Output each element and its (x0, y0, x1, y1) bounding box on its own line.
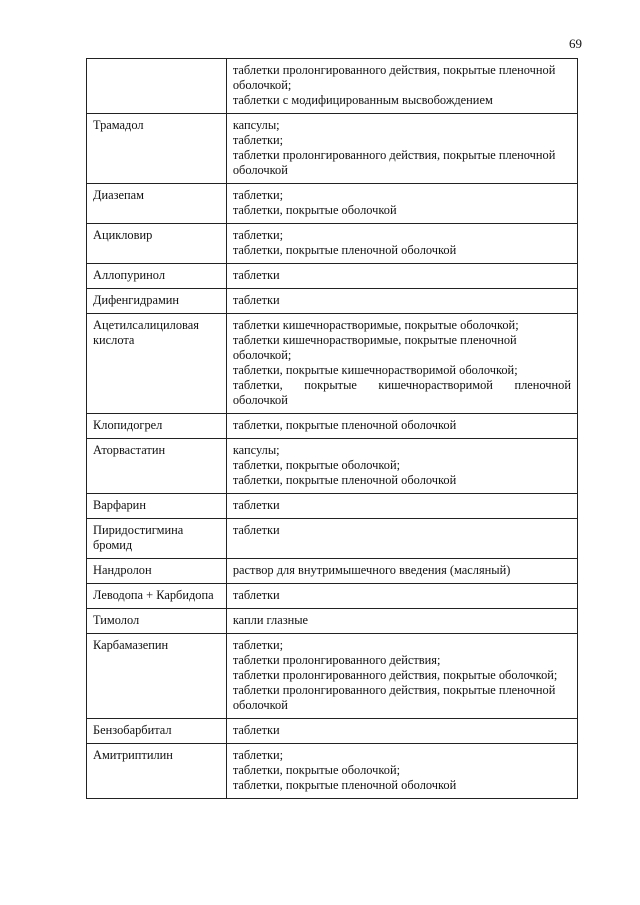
dosage-form: таблетки (232, 523, 280, 537)
table-row (87, 264, 578, 289)
drug-name-cell: Тимолол (87, 609, 227, 634)
dosage-form: таблетки, покрытые пленочной оболочкой (232, 778, 457, 792)
dosage-form: таблетки (232, 293, 280, 307)
dosage-form: таблетки, покрытые пленочной оболочкой (232, 418, 457, 432)
dosage-form: капсулы; (232, 118, 280, 132)
dosage-form: раствор для внутримышечного введения (масляный) (232, 563, 511, 577)
drug-name-cell: Ацикловир (87, 224, 227, 264)
dosage-form: таблетки; (232, 133, 284, 147)
drug-name-cell (87, 59, 227, 114)
table-row (87, 59, 578, 114)
dosage-form: таблетки; (232, 748, 284, 762)
drug-name-cell: Трамадол (87, 114, 227, 184)
dosage-form: таблетки; (232, 228, 284, 242)
dosage-forms-cell (226, 559, 577, 584)
dosage-forms-cell (226, 289, 577, 314)
dosage-form: таблетки пролонгированного действия, покрытые оболочкой; (232, 668, 558, 682)
dosage-forms-cell (226, 584, 577, 609)
dosage-form: таблетки (232, 498, 280, 512)
drug-name-cell: Аллопуринол (87, 264, 227, 289)
dosage-forms-cell (226, 494, 577, 519)
dosage-form: таблетки, покрытые кишечнорастворимой пленочной оболочкой (232, 378, 571, 407)
dosage-forms-cell (226, 414, 577, 439)
drug-name-cell: Диазепам (87, 184, 227, 224)
dosage-form: таблетки кишечнорастворимые, покрытые пленочной оболочкой; (232, 333, 517, 362)
dosage-forms-cell (226, 314, 577, 414)
dosage-form: таблетки (232, 268, 280, 282)
dosage-form: таблетки, покрытые оболочкой; (232, 763, 401, 777)
table-row (87, 559, 578, 584)
drug-name-cell: Пиридостигмина бромид (87, 519, 227, 559)
dosage-forms-cell (226, 59, 577, 114)
table-row (87, 439, 578, 494)
table-row (87, 494, 578, 519)
dosage-form: таблетки; (232, 188, 284, 202)
dosage-form: капли глазные (232, 613, 309, 627)
dosage-forms-cell (226, 184, 577, 224)
dosage-form: таблетки; (232, 638, 284, 652)
drug-name-cell: Амитриптилин (87, 744, 227, 799)
dosage-forms-cell (226, 719, 577, 744)
drug-name-cell: Клопидогрел (87, 414, 227, 439)
dosage-form: таблетки, покрытые пленочной оболочкой (232, 473, 457, 487)
drug-name-cell: Карбамазепин (87, 634, 227, 719)
drug-forms-table (86, 58, 578, 799)
table-row (87, 519, 578, 559)
table-row (87, 314, 578, 414)
table-row (87, 289, 578, 314)
dosage-form: таблетки (232, 723, 280, 737)
dosage-forms-cell (226, 439, 577, 494)
dosage-forms-cell (226, 634, 577, 719)
table-row (87, 184, 578, 224)
dosage-forms-cell (226, 609, 577, 634)
drug-name-cell: Леводопа + Карбидопа (87, 584, 227, 609)
dosage-form: таблетки, покрытые кишечнорастворимой оболочкой; (232, 363, 518, 377)
drug-name-cell: Дифенгидрамин (87, 289, 227, 314)
table-row (87, 414, 578, 439)
table-row (87, 719, 578, 744)
table-row (87, 584, 578, 609)
table-row (87, 609, 578, 634)
dosage-forms-cell (226, 114, 577, 184)
table-row (87, 744, 578, 799)
dosage-form: таблетки пролонгированного действия, покрытые пленочной оболочкой (232, 148, 556, 177)
dosage-form: таблетки пролонгированного действия, покрытые пленочной оболочкой; (232, 63, 556, 92)
drug-name-cell: Ацетилсалициловая кислота (87, 314, 227, 414)
drug-name-cell: Варфарин (87, 494, 227, 519)
dosage-form: таблетки с модифицированным высвобождением (232, 93, 493, 107)
page-number: 69 (569, 36, 582, 51)
dosage-forms-cell (226, 744, 577, 799)
table-row (87, 634, 578, 719)
drug-name-cell: Аторвастатин (87, 439, 227, 494)
dosage-form: таблетки, покрытые оболочкой; (232, 458, 401, 472)
dosage-form: таблетки, покрытые пленочной оболочкой (232, 243, 457, 257)
table-row (87, 224, 578, 264)
dosage-form: таблетки пролонгированного действия; (232, 653, 441, 667)
table-row (87, 114, 578, 184)
dosage-form: таблетки пролонгированного действия, покрытые пленочной оболочкой (232, 683, 556, 712)
drug-name-cell: Нандролон (87, 559, 227, 584)
dosage-form: таблетки кишечнорастворимые, покрытые оболочкой; (232, 318, 519, 332)
dosage-form: таблетки, покрытые оболочкой (232, 203, 397, 217)
dosage-forms-cell (226, 264, 577, 289)
dosage-forms-cell (226, 519, 577, 559)
drug-name-cell: Бензобарбитал (87, 719, 227, 744)
dosage-form: капсулы; (232, 443, 280, 457)
dosage-forms-cell (226, 224, 577, 264)
dosage-form: таблетки (232, 588, 280, 602)
